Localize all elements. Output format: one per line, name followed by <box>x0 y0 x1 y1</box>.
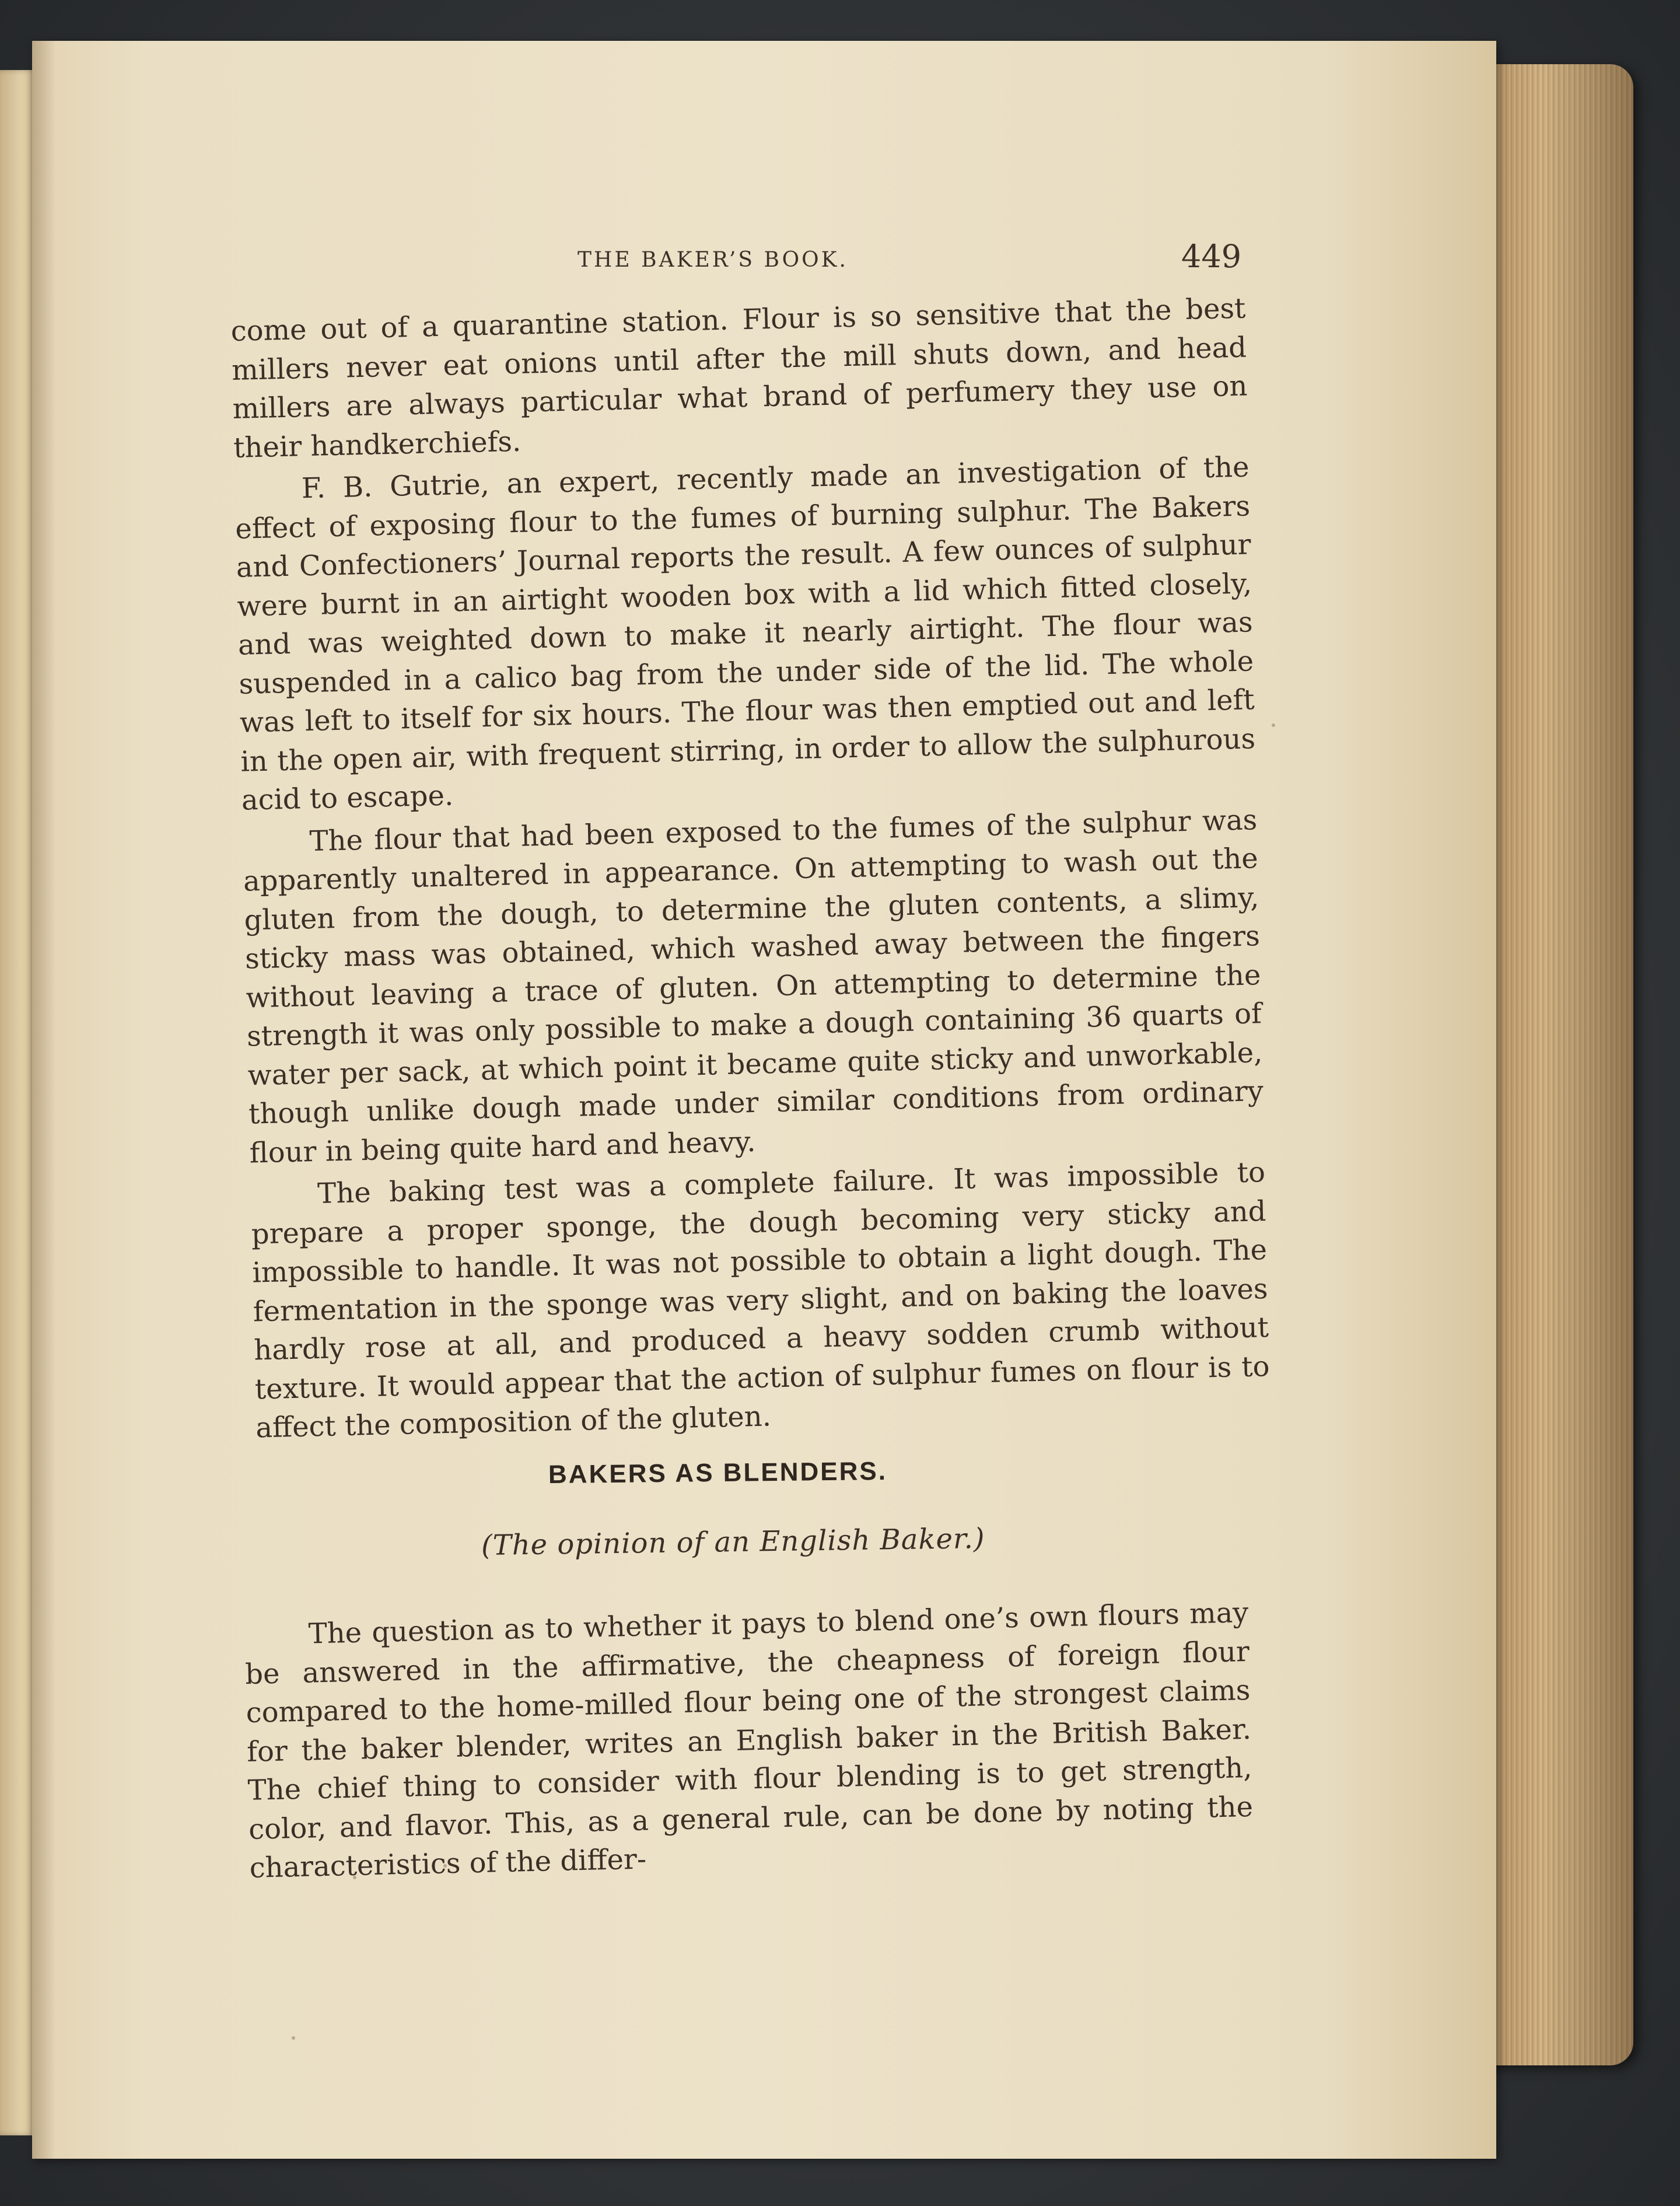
paragraph-1: come out of a quarantine station. Flour is so sensitive that the best millers never eat onions until after the mill shuts down, and head millers are always particular what brand of perfumery they use on their handkerchiefs. <box>230 292 1248 464</box>
section-heading: BAKERS AS BLENDERS. <box>548 1456 888 1490</box>
section-body-text <box>244 1593 1254 1887</box>
left-page-edge <box>0 70 35 2135</box>
paragraph-2: F. B. Gutrie, an expert, recently made an investigation of the effect of exposing flour to the fumes of burning sulphur. The Bakers and Confectioners’ Journal reports the result. A few ounces of sulphur were burnt in an airtight wooden box with a lid which fitted closely, and was weighted down to make it nearly airtight. The flour was suspended in a calico bag from the under side of the lid. The whole was left to itself for six hours. The flour was then emptied out and left in the open air, with frequent stirring, in order to allow the sulphurous acid to escape. <box>235 450 1256 817</box>
paper-speck <box>292 2036 295 2040</box>
paragraph-3: The flour that had been exposed to the fumes of the sulphur was apparently unaltered in appearance. On attempting to wash out the gluten from the dough, to determine the gluten contents, a slimy, sticky mass was obtained, which washed away between the fingers without leaving a trace of gluten. On attempting to determine the strength it was only possible to make a dough containing 36 quarts of water per sack, at which point it became quite sticky and unworkable, though unlike dough made under similar conditions from ordinary flour in being quite hard and heavy. <box>243 803 1264 1170</box>
paper-speck <box>443 1864 447 1868</box>
page-stack-shade <box>1482 64 1633 2065</box>
body-text <box>230 289 1271 1448</box>
paper-speck <box>1272 723 1275 727</box>
running-head: THE BAKER’S BOOK. <box>578 248 848 272</box>
page-gutter <box>32 41 55 2159</box>
paper-speck <box>353 1876 356 1879</box>
section-subtitle: (The opinion of an English Baker.) <box>481 1522 985 1562</box>
section-paragraph: The question as to whether it pays to blend one’s own flours may be answered in the affirmative, the cheapness of foreign flour compared to the home-milled flour being one of the strongest claims for the baker blender, writes an English baker in the British Baker. The chief thing to consider with flour blending is to get strength, color, and flavor. This, as a general rule, can be done by noting the characteristics of the differ- <box>244 1596 1254 1885</box>
page-number: 449 <box>1181 238 1242 275</box>
paragraph-4: The baking test was a complete failure. It was impossible to prepare a proper sponge, the dough becoming very sticky and impossible to handle. It was not possible to obtain a light dough. The fermentation in the sponge was very slight, and on baking the loaves hardly rose at all, and produced a heavy sodden crumb without texture. It would appear that the action of sulphur fumes on flour is to affect the composition of the gluten. <box>251 1156 1270 1445</box>
